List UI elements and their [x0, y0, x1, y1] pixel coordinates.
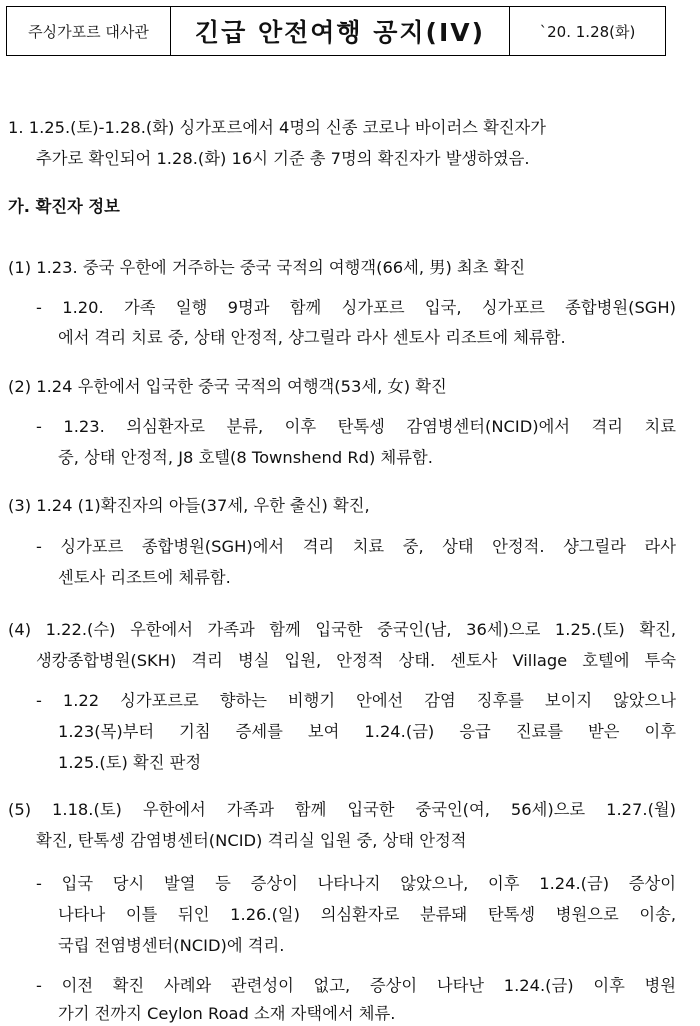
case-5-detail-1-line-3: 국립 전염병센터(NCID)에 격리.: [58, 936, 285, 955]
case-5-main-line-2: 확진, 탄톡셍 감염병센터(NCID) 격리실 입원 중, 상태 안정적: [36, 831, 467, 850]
notice-header: [6, 6, 666, 56]
case-1-detail-line-2: 에서 격리 치료 중, 상태 안정적, 샹그릴라 라사 센토사 리조트에 체류함.: [58, 328, 566, 347]
case-1-main: (1) 1.23. 중국 우한에 거주하는 중국 국적의 여행객(66세, 男) 최초 확진: [8, 258, 526, 277]
intro-text-1: 1. 1.25.(토)-1.28.(화) 싱가포르에서 4명의 신종 코로나 바이러스 확진자가: [8, 118, 546, 137]
section-title: 가. 확진자 정보: [8, 197, 120, 216]
case-5-detail-1-line-2: 나타나 이틀 뒤인 1.26.(일) 의심환자로 분류돼 탄톡셍 병원으로 이송,: [58, 905, 676, 924]
notice-title: 긴급 안전여행 공지(IV): [171, 7, 510, 55]
case-3-main: (3) 1.24 (1)확진자의 아들(37세, 우한 출신) 확진,: [8, 496, 370, 515]
organization-name: 주싱가포르 대사관: [7, 7, 171, 55]
case-3-detail-line-1: - 싱가포르 종합병원(SGH)에서 격리 치료 중, 상태 안정적. 샹그릴라 라사: [36, 537, 676, 556]
case-2-main: (2) 1.24 우한에서 입국한 중국 국적의 여행객(53세, 女) 확진: [8, 377, 447, 396]
intro-line-2: 추가로 확인되어 1.28.(화) 16시 기준 총 7명의 확진자가 발생하였음.: [36, 149, 530, 168]
case-4-detail-line-2: 1.23(목)부터 기침 증세를 보여 1.24.(금) 응급 진료를 받은 이후: [58, 722, 676, 741]
case-2-detail-line-2: 중, 상태 안정적, J8 호텔(8 Townshend Rd) 체류함.: [58, 448, 433, 467]
case-4-main-line-1: (4) 1.22.(수) 우한에서 가족과 함께 입국한 중국인(남, 36세)으로 1.25.(토) 확진,: [8, 620, 676, 639]
case-1-detail-line-1: - 1.20. 가족 일행 9명과 함께 싱가포르 입국, 싱가포르 종합병원(SGH): [36, 298, 676, 317]
case-2-detail-line-1: - 1.23. 의심환자로 분류, 이후 탄톡셍 감염병센터(NCID)에서 격리 치료: [36, 417, 676, 436]
case-5-detail-2-line-2: 가기 전까지 Ceylon Road 소재 자택에서 체류.: [58, 1004, 396, 1023]
case-5-detail-2-line-1: - 이전 확진 사례와 관련성이 없고, 증상이 나타난 1.24.(금) 이후 병원: [36, 976, 676, 995]
case-4-detail-line-3: 1.25.(토) 확진 판정: [58, 753, 202, 772]
intro-line-1: [8, 118, 675, 138]
case-5-detail-1-line-1: - 입국 당시 발열 등 증상이 나타나지 않았으나, 이후 1.24.(금) 증상이: [36, 874, 676, 893]
notice-date: `20. 1.28(화): [539, 22, 636, 41]
case-5-main-line-1: (5) 1.18.(토) 우한에서 가족과 함께 입국한 중국인(여, 56세)으로 1.27.(월): [8, 800, 676, 819]
case-4-main-line-2: 생캉종합병원(SKH) 격리 병실 입원, 안정적 상태. 센토사 Village 호텔에 투숙: [36, 651, 676, 670]
case-4-detail-line-1: - 1.22 싱가포르로 향하는 비행기 안에선 감염 징후를 보이지 않았으나: [36, 691, 676, 710]
case-3-detail-line-2: 센토사 리조트에 체류함.: [58, 568, 231, 587]
